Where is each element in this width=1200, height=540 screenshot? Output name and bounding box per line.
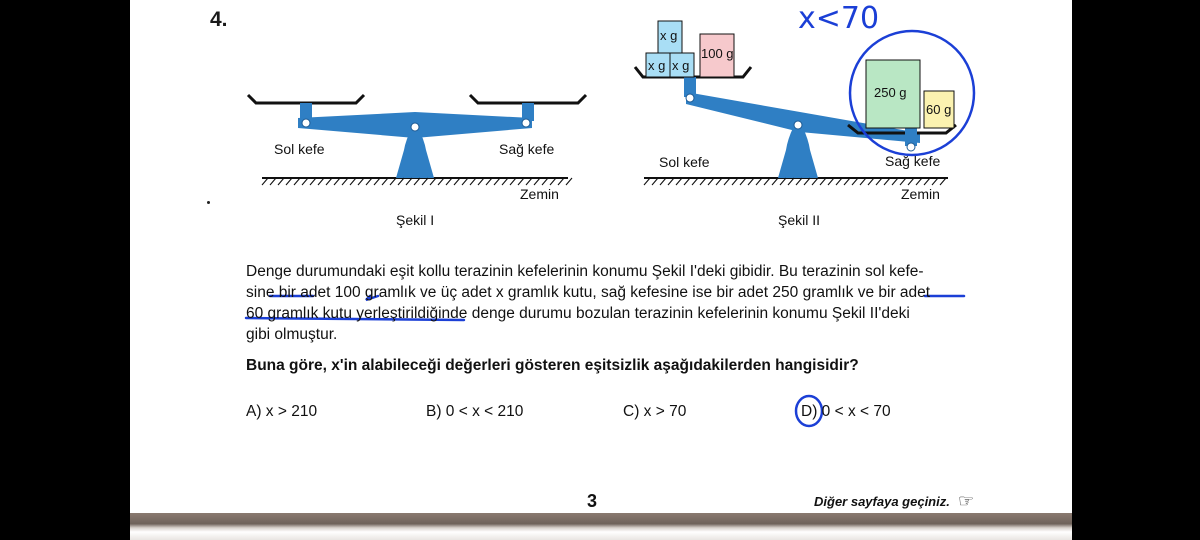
ground-hatch-line	[900, 178, 906, 185]
ground-hatch-line	[828, 178, 834, 185]
option-d[interactable]: D) 0 < x < 70	[801, 403, 891, 420]
ground-hatch-line	[310, 178, 316, 185]
question-line: sine bir adet 100 gramlık ve üç adet x gramlık kutu, sağ kefesine ise bir adet 250 gramlık ve bir adet	[246, 284, 931, 301]
fig1-ground-label: Zemin	[520, 186, 559, 202]
ground-hatch-line	[940, 178, 946, 185]
ground-hatch-line	[390, 178, 396, 185]
option-c[interactable]: C) x > 70	[623, 403, 687, 420]
ground-hatch-line	[788, 178, 794, 185]
ground-hatch-line	[740, 178, 746, 185]
ground-hatch-line	[876, 178, 882, 185]
ground-hatch-line	[668, 178, 674, 185]
ground-hatch-line	[708, 178, 714, 185]
ground-hatch-line	[780, 178, 786, 185]
ground-hatch-line	[462, 178, 468, 185]
box-250g-label: 250 g	[874, 85, 907, 100]
ground-hatch-line	[542, 178, 548, 185]
page-number: 3	[587, 491, 598, 511]
page-edge-shadow	[130, 513, 1072, 540]
ground-hatch-line	[430, 178, 436, 185]
fig2-caption: Şekil II	[778, 212, 821, 228]
ground-hatch-line	[660, 178, 666, 185]
ground-hatch-line	[558, 178, 564, 185]
fig1-right-pan-label: Sağ kefe	[499, 141, 555, 157]
question-line: 60 gramlık kutu yerleştirildiğinde denge durumu bozulan terazinin kefelerinin konumu Şekil II'deki	[246, 305, 910, 322]
ground-hatch-line	[692, 178, 698, 185]
ground-hatch-line	[772, 178, 778, 185]
ground-hatch-line	[852, 178, 858, 185]
ground-hatch-line	[868, 178, 874, 185]
question-prompt: Buna göre, x'in alabileceği değerleri gösteren eşitsizlik aşağıdakilerden hangisidir?	[246, 357, 859, 374]
ground-hatch-line	[526, 178, 532, 185]
ground-hatch-line	[374, 178, 380, 185]
ground-hatch-line	[812, 178, 818, 185]
fig1-caption: Şekil I	[396, 212, 435, 228]
handwritten-note: x<70	[798, 1, 880, 36]
ground-hatch-line	[262, 178, 268, 185]
fig2-left-pan-label: Sol kefe	[659, 154, 710, 170]
fig2-right-pan-label: Sağ kefe	[885, 153, 941, 169]
question-text	[246, 261, 991, 345]
ground-hatch-line	[676, 178, 682, 185]
ground-hatch-line	[916, 178, 922, 185]
ground-hatch-line	[836, 178, 842, 185]
fig2-ground-label: Zemin	[901, 186, 940, 202]
ground-hatch-line	[398, 178, 404, 185]
box-60g-label: 60 g	[926, 102, 952, 117]
ground-hatch-line	[724, 178, 730, 185]
ground-hatch-line	[684, 178, 690, 185]
ground-hatch-line	[470, 178, 476, 185]
ground-hatch-line	[844, 178, 850, 185]
ground-hatch-line	[486, 178, 492, 185]
question-number: 4.	[210, 8, 228, 31]
ground-hatch-line	[518, 178, 524, 185]
ground-hatch-line	[820, 178, 826, 185]
ground-hatch-line	[550, 178, 556, 185]
ground-hatch-line	[294, 178, 300, 185]
ground-hatch-line	[644, 178, 650, 185]
ground-hatch-line	[756, 178, 762, 185]
ground-hatch-line	[358, 178, 364, 185]
ground-hatch-line	[366, 178, 372, 185]
ground-hatch-line	[510, 178, 516, 185]
ground-hatch-line	[270, 178, 276, 185]
ground-hatch-line	[382, 178, 388, 185]
box-x-1-label: x g	[648, 58, 666, 73]
ground-hatch-line	[278, 178, 284, 185]
ground-hatch-line	[748, 178, 754, 185]
ground-hatch-line	[406, 178, 412, 185]
ground-hatch-line	[884, 178, 890, 185]
ground-hatch-line	[924, 178, 930, 185]
ground-hatch-line	[326, 178, 332, 185]
ground-hatch-line	[302, 178, 308, 185]
ground-hatch-line	[860, 178, 866, 185]
ground-hatch-line	[502, 178, 508, 185]
box-100g-label: 100 g	[701, 46, 734, 61]
ground-hatch-line	[286, 178, 292, 185]
ground-hatch-line	[716, 178, 722, 185]
ground-hatch-line	[652, 178, 658, 185]
figure-1-drawing	[130, 0, 1072, 515]
ground-hatch-line	[892, 178, 898, 185]
option-b[interactable]: B) 0 < x < 210	[426, 403, 524, 420]
ground-hatch-line	[566, 178, 572, 185]
ground-hatch-line	[414, 178, 420, 185]
ground-hatch-line	[908, 178, 914, 185]
ground-hatch-line	[454, 178, 460, 185]
ground-hatch-line	[494, 178, 500, 185]
ground-hatch-line	[342, 178, 348, 185]
ground-hatch-line	[478, 178, 484, 185]
next-page-note: Diğer sayfaya geçiniz.	[814, 494, 950, 509]
ground-hatch-line	[446, 178, 452, 185]
fig1-left-pan-label: Sol kefe	[274, 141, 325, 157]
option-a[interactable]: A) x > 210	[246, 403, 318, 420]
exam-page	[130, 0, 1072, 515]
ground-hatch-line	[534, 178, 540, 185]
box-x-2-label: x g	[672, 58, 690, 73]
ground-hatch-line	[318, 178, 324, 185]
question-line: gibi olmuştur.	[246, 326, 338, 343]
ground-hatch-line	[350, 178, 356, 185]
ground-hatch-line	[932, 178, 938, 185]
ground-hatch-line	[732, 178, 738, 185]
ground-hatch-line	[804, 178, 810, 185]
ground-hatch-line	[422, 178, 428, 185]
box-x-3-label: x g	[660, 28, 678, 43]
ground-hatch-line	[438, 178, 444, 185]
ground-hatch-line	[796, 178, 802, 185]
ground-hatch-line	[700, 178, 706, 185]
ground-hatch-line	[334, 178, 340, 185]
question-line: Denge durumundaki eşit kollu terazinin kefelerinin konumu Şekil I'deki gibidir. Bu terazinin sol kefe-	[246, 263, 924, 280]
hand-pointing-icon: ☞	[958, 491, 975, 511]
ground-hatch-line	[764, 178, 770, 185]
